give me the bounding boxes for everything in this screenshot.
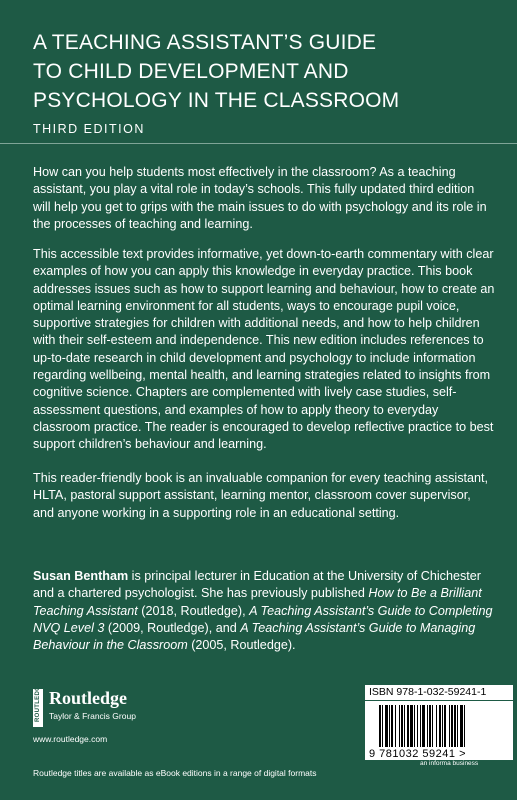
barcode-bar	[432, 705, 433, 747]
barcode-bar	[385, 705, 388, 747]
title-line: PSYCHOLOGY IN THE CLASSROOM	[33, 89, 400, 112]
barcode-bar	[382, 705, 383, 747]
barcode-bar	[395, 705, 396, 747]
author-bio-text: (2018, Routledge),	[137, 603, 250, 618]
edition-label: THIRD EDITION	[33, 122, 145, 136]
barcode-bar	[454, 705, 456, 747]
author-bio-text: (2005, Routledge).	[187, 638, 296, 653]
book-reference: How to Be a Brilliant Teaching Assistant	[33, 586, 482, 618]
barcode-bar	[449, 705, 450, 747]
title-line: A TEACHING ASSISTANT’S GUIDE	[33, 31, 377, 54]
barcode-bar	[410, 705, 413, 747]
barcode-bar	[401, 705, 403, 747]
barcode-bar	[389, 705, 390, 747]
isbn-label: ISBN 978-1-032-59241-1	[365, 685, 513, 700]
barcode-bar	[439, 705, 441, 747]
ebook-note: Routledge titles are available as eBook editions in a range of digital formats	[33, 768, 317, 778]
barcode-bar	[427, 705, 428, 747]
barcode-icon	[365, 701, 513, 747]
barcode-bar	[436, 705, 437, 747]
barcode	[365, 701, 513, 760]
divider	[0, 143, 517, 144]
author-name: Susan Bentham	[33, 569, 129, 583]
barcode-bar	[464, 705, 465, 747]
barcode-bar	[442, 705, 443, 747]
barcode-bar	[451, 705, 453, 747]
author-bio-text: is principal lecturer in Education at the University of Chichester and a chartered psychologist. She has previously published	[33, 569, 481, 601]
barcode-bar	[417, 705, 418, 747]
barcode-bar	[460, 705, 463, 747]
routledge-badge-icon	[33, 681, 43, 727]
publisher-logo	[33, 681, 183, 738]
barcode-bar	[422, 705, 425, 747]
barcode-bar	[404, 705, 405, 747]
barcode-bar	[399, 705, 400, 747]
publisher-name: Routledge	[49, 688, 127, 708]
author-bio-text: (2009, Routledge), and	[104, 620, 241, 635]
blurb-paragraph-2: This accessible text provides informative, yet down-to-earth commentary with clear examples of how you can apply this knowledge in everyday practice. This book addresses issues such as how to support learning and behaviour, how to create an optimal learning environment for all students, ways to encourage pupil voice, supportive strategies for children with additional needs, and how to help children with their self-esteem and independence. This new edition includes references to up-to-date research in child development and psychology to include information regarding wellbeing, mental health, and learning strategies related to insights from cognitive science. Chapters are complemented with lively case studies, self-assessment questions, and examples of how to apply theory to everyday classroom practice. The reader is encouraged to develop reflective practice to best support children’s behaviour and learning.	[33, 247, 495, 452]
barcode-bar	[391, 705, 393, 747]
barcode-bar	[429, 705, 431, 747]
barcode-bar	[457, 705, 458, 747]
badge-text: ROUTLEDGE	[35, 681, 41, 722]
blurb-paragraph-3: This reader-friendly book is an invaluable companion for every teaching assistant, HLTA, pastoral support assistant, learning mentor, classroom cover supervisor, and anyone working in a supporting role in an educational setting.	[33, 471, 489, 520]
blurb-paragraph-1: How can you help students most effectively in the classroom? As a teaching assistant, you play a vital role in today’s schools. This fully updated third edition will help you get to grips with the main issues to do with psychology and its role in the processes of teaching and learning.	[33, 165, 487, 231]
barcode-bar	[444, 705, 446, 747]
author-bio	[33, 568, 495, 654]
publisher-website: www.routledge.com	[33, 734, 108, 744]
book-title	[33, 28, 503, 115]
barcode-bar	[420, 705, 421, 747]
barcode-bar	[414, 705, 415, 747]
book-reference: A Teaching Assistant’s Guide to Completing NVQ Level 3	[33, 603, 493, 635]
title-line: TO CHILD DEVELOPMENT AND	[33, 60, 349, 83]
book-reference: A Teaching Assistant’s Guide to Managing Behaviour in the Classroom	[33, 620, 476, 653]
barcode-bar	[379, 705, 381, 747]
barcode-bar	[407, 705, 409, 747]
publisher-group: Taylor & Francis Group	[49, 711, 136, 721]
informa-label: an informa business	[420, 760, 479, 767]
barcode-digits: 9 781032 59241 >	[369, 748, 467, 760]
